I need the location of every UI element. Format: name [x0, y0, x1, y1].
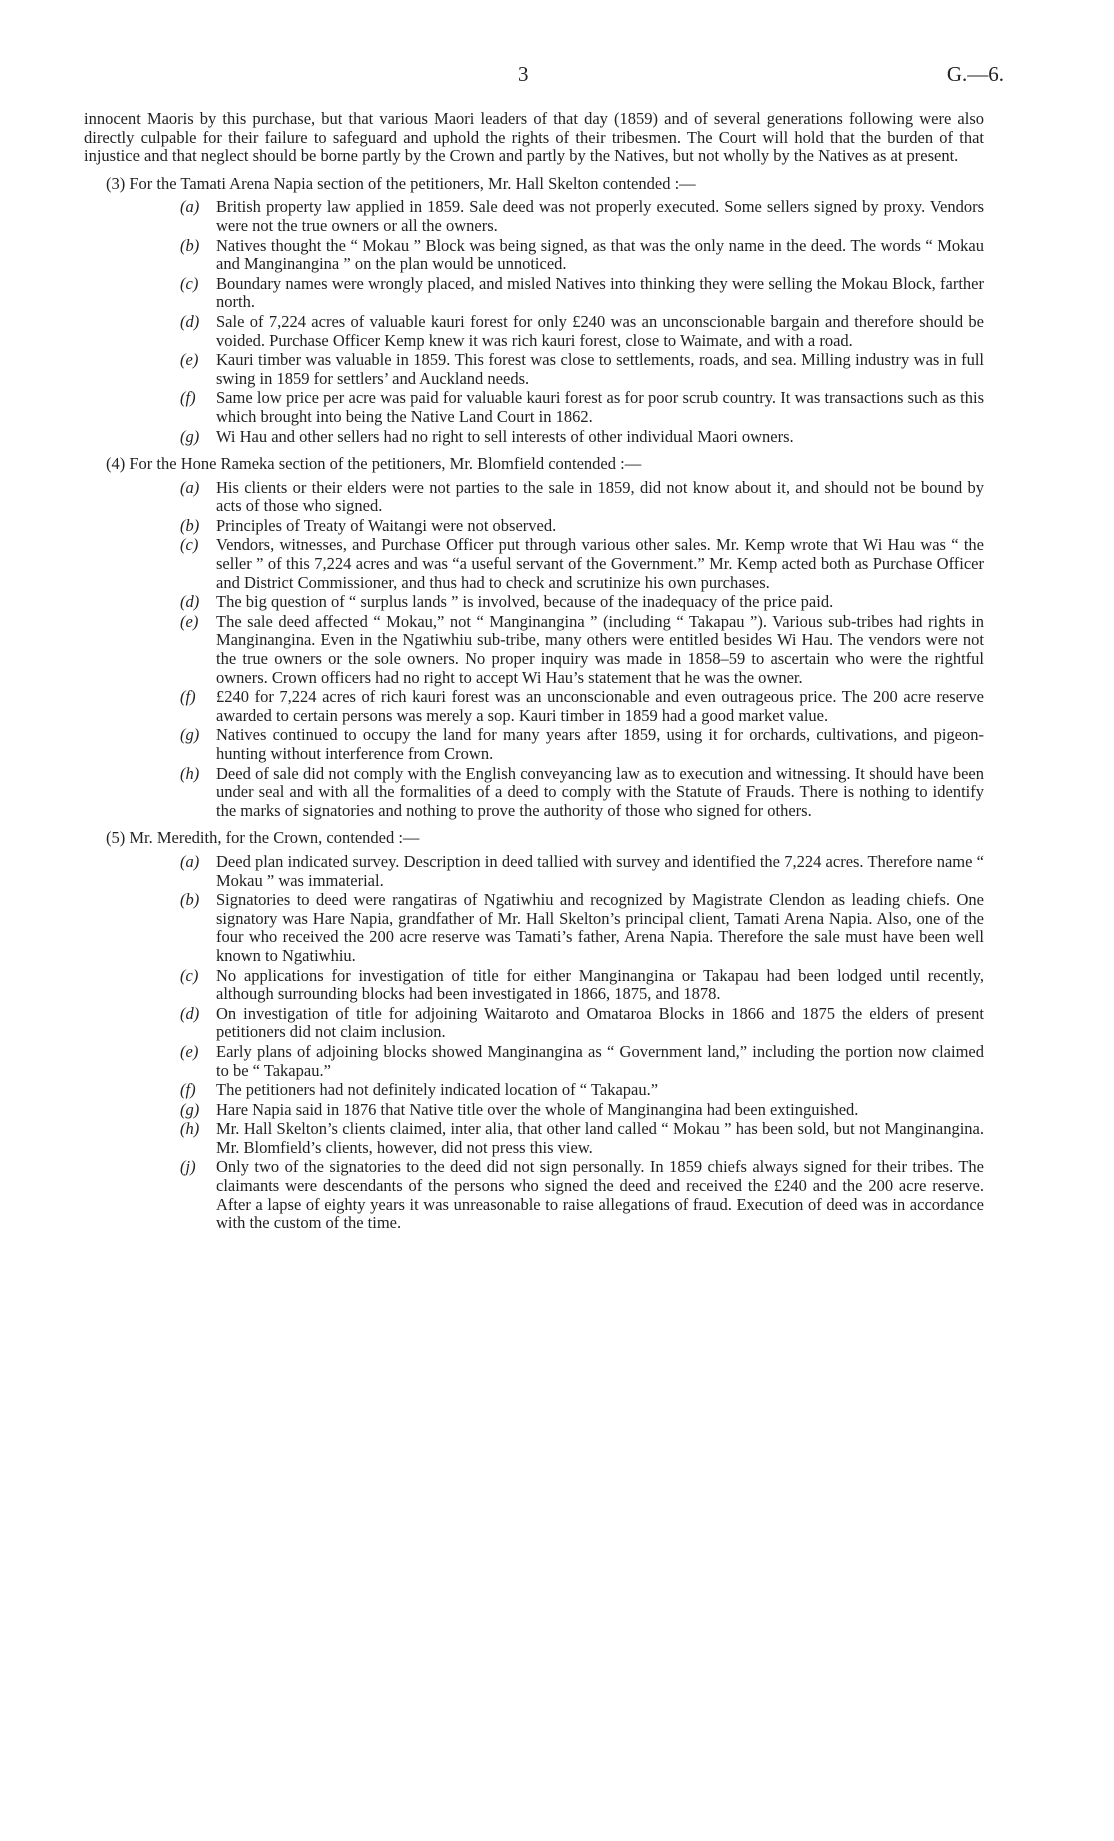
item-text: Natives continued to occupy the land for many years after 1859, using it for orchards, cultivations, and pigeon-hunting without interference from Crown.: [216, 725, 984, 763]
list-item: [84, 1081, 984, 1100]
list-item: [84, 1158, 984, 1232]
item-text: Wi Hau and other sellers had no right to sell interests of other individual Maori owners.: [216, 426, 794, 446]
list-item: [84, 1120, 984, 1157]
document-reference: G.—6.: [946, 62, 1004, 86]
item-label: (d): [180, 311, 200, 331]
section-4: [84, 455, 984, 820]
item-label: (c): [180, 273, 199, 293]
item-text: Signatories to deed were rangatiras of Ngatiwhiu and recognized by Magistrate Clendon as leading chiefs. One signatory was Hare Napia, grandfather of Mr. Hall Skelton’s principal client, Tamati Arena Napia. Also, one of the four who received the 200 acre reserve was Tamati’s father, Arena Napia. Therefore the sale must have been well known to Ngatiwhiu.: [216, 890, 984, 965]
item-label: (f): [180, 388, 196, 408]
item-text: Only two of the signatories to the deed did not sign personally. In 1859 chiefs always signed for their tribes. The claimants were descendants of the persons who signed the deed and received the £240 and the 200 acre reserve. After a lapse of eighty years it was unreasonable to raise allegations of fraud. Execution of deed was in accordance with the custom of the time.: [216, 1157, 984, 1233]
list-item: [84, 198, 984, 235]
item-text: The sale deed affected “ Mokau,” not “ Manginangina ” (including “ Takapau ”). Various sub-tribes had rights in Manginangina. Even in the Ngatiwhiu sub-tribe, many others were entitled besides Wi Hau. The vendors were not the true owners or the sole owners. No proper inquiry was made in 1858–59 to ascertain who were the rightful owners. Crown officers had no right to accept Wi Hau’s statement that he was the owner.: [216, 611, 984, 687]
item-label: (e): [180, 350, 199, 370]
item-label: (g): [180, 725, 200, 745]
item-text: Kauri timber was valuable in 1859. This forest was close to settlements, roads, and sea. Milling industry was in full swing in 1859 for settlers’ and Auckland needs.: [216, 350, 984, 388]
item-text: Hare Napia said in 1876 that Native title over the whole of Manginangina had been extinguished.: [216, 1099, 859, 1119]
list-item: [84, 275, 984, 312]
item-text: Principles of Treaty of Waitangi were not observed.: [216, 515, 557, 535]
item-text: Boundary names were wrongly placed, and misled Natives into thinking they were selling the Mokau Block, farther north.: [216, 273, 984, 312]
item-text: No applications for investigation of title for either Manginangina or Takapau had been lodged until recently, although surrounding blocks had been investigated in 1866, 1875, and 1878.: [216, 965, 984, 1004]
list-item: [84, 351, 984, 388]
item-label: (d): [180, 592, 200, 612]
item-text: British property law applied in 1859. Sale deed was not properly executed. Some sellers signed by proxy. Vendors were not the true owners or all the owners.: [216, 197, 984, 235]
list-item: [84, 389, 984, 426]
item-label: (a): [180, 477, 200, 497]
section-heading: (4) For the Hone Rameka section of the petitioners, Mr. Blomfield contended :—: [106, 454, 642, 474]
item-label: (g): [180, 1099, 200, 1119]
item-text: Mr. Hall Skelton’s clients claimed, inter alia, that other land called “ Mokau ” has been sold, but not Manginangina. Mr. Blomfield’s clients, however, did not press this view.: [216, 1119, 984, 1157]
item-text: Sale of 7,224 acres of valuable kauri forest for only £240 was an unconscionable bargain and therefore should be voided. Purchase Officer Kemp knew it was rich kauri forest, close to Waimate, and with a road.: [216, 311, 984, 350]
list-item: [84, 967, 984, 1004]
list-item: [84, 613, 984, 687]
item-label: (j): [180, 1157, 196, 1177]
list-item: [84, 726, 984, 763]
list-item: [84, 1101, 984, 1120]
list-item: [84, 479, 984, 516]
list-item: [84, 688, 984, 725]
item-text: His clients or their elders were not parties to the sale in 1859, did not know about it, and should not be bound by acts of those who signed.: [216, 477, 984, 516]
item-text: On investigation of title for adjoining Waitaroto and Omataroa Blocks in 1866 and 1875 the elders of present petitioners did not claim inclusion.: [216, 1003, 984, 1042]
item-text: The petitioners had not definitely indicated location of “ Takapau.”: [216, 1080, 659, 1100]
document-body: [84, 110, 984, 1234]
item-label: (f): [180, 1080, 196, 1100]
list-item: [84, 1005, 984, 1042]
item-label: (a): [180, 197, 200, 217]
item-label: (e): [180, 1041, 199, 1061]
item-label: (f): [180, 687, 196, 707]
item-label: (h): [180, 763, 200, 783]
item-label: (b): [180, 890, 200, 910]
item-label: (c): [180, 535, 199, 555]
item-label: (h): [180, 1119, 200, 1139]
list-item: [84, 853, 984, 890]
list-item: [84, 891, 984, 965]
item-text: Deed plan indicated survey. Description in deed tallied with survey and identified the 7,224 acres. Therefore name “ Mokau ” was immaterial.: [216, 851, 984, 890]
list-item: [84, 765, 984, 821]
list-item: [84, 517, 984, 536]
item-text: Early plans of adjoining blocks showed Manginangina as “ Government land,” including the portion now claimed to be “ Takapau.”: [216, 1041, 984, 1080]
section-3: [84, 175, 984, 446]
section-heading: (3) For the Tamati Arena Napia section of the petitioners, Mr. Hall Skelton contended :—: [106, 173, 696, 193]
item-text: The big question of “ surplus lands ” is involved, because of the inadequacy of the price paid.: [216, 592, 834, 612]
item-label: (e): [180, 611, 199, 631]
item-label: (a): [180, 851, 200, 871]
list-item: [84, 536, 984, 592]
list-item: [84, 1043, 984, 1080]
item-label: (g): [180, 426, 200, 446]
section-heading: (5) Mr. Meredith, for the Crown, contended :—: [106, 828, 420, 848]
section-5: [84, 829, 984, 1232]
page-header: [0, 62, 1114, 92]
list-item: [84, 428, 984, 447]
item-text: Deed of sale did not comply with the English conveyancing law as to execution and witnessing. It should have been under seal and with all the formalities of a deed to comply with the Statute of Frauds. There is nothing to identify the marks of signatories and nothing to prove the authority of those who signed for others.: [216, 763, 984, 820]
page-number: 3: [518, 62, 529, 86]
item-label: (b): [180, 515, 200, 535]
list-item: [84, 593, 984, 612]
item-label: (b): [180, 235, 200, 255]
item-text: £240 for 7,224 acres of rich kauri forest was an unconscionable and even outrageous price. The 200 acre reserve awarded to certain persons was merely a sop. Kauri timber in 1859 had a good market value.: [216, 687, 984, 725]
item-text: Same low price per acre was paid for valuable kauri forest as for poor scrub country. It was transactions such as this which brought into being the Native Land Court in 1862.: [216, 388, 984, 426]
item-text: Vendors, witnesses, and Purchase Officer put through various other sales. Mr. Kemp wrote that Wi Hau was “ the seller ” of this 7,224 acres and was “a useful servant of the Government.” Mr. Kemp acted both as Purchase Officer and District Commissioner, and thus had to check and scrutinize his own purchases.: [216, 535, 984, 592]
list-item: [84, 313, 984, 350]
item-label: (c): [180, 965, 199, 985]
item-label: (d): [180, 1003, 200, 1023]
intro-paragraph: innocent Maoris by this purchase, but that various Maori leaders of that day (1859) and of several generations following were also directly culpable for their failure to safeguard and uphold the rights of their tribesmen. The Court will hold that the burden of that injustice and that neglect should be borne partly by the Crown and partly by the Natives, but not wholly by the Natives as at present.: [84, 109, 984, 166]
item-text: Natives thought the “ Mokau ” Block was being signed, as that was the only name in the deed. The words “ Mokau and Manginangina ” on the plan would be unnoticed.: [216, 235, 984, 274]
list-item: [84, 237, 984, 274]
